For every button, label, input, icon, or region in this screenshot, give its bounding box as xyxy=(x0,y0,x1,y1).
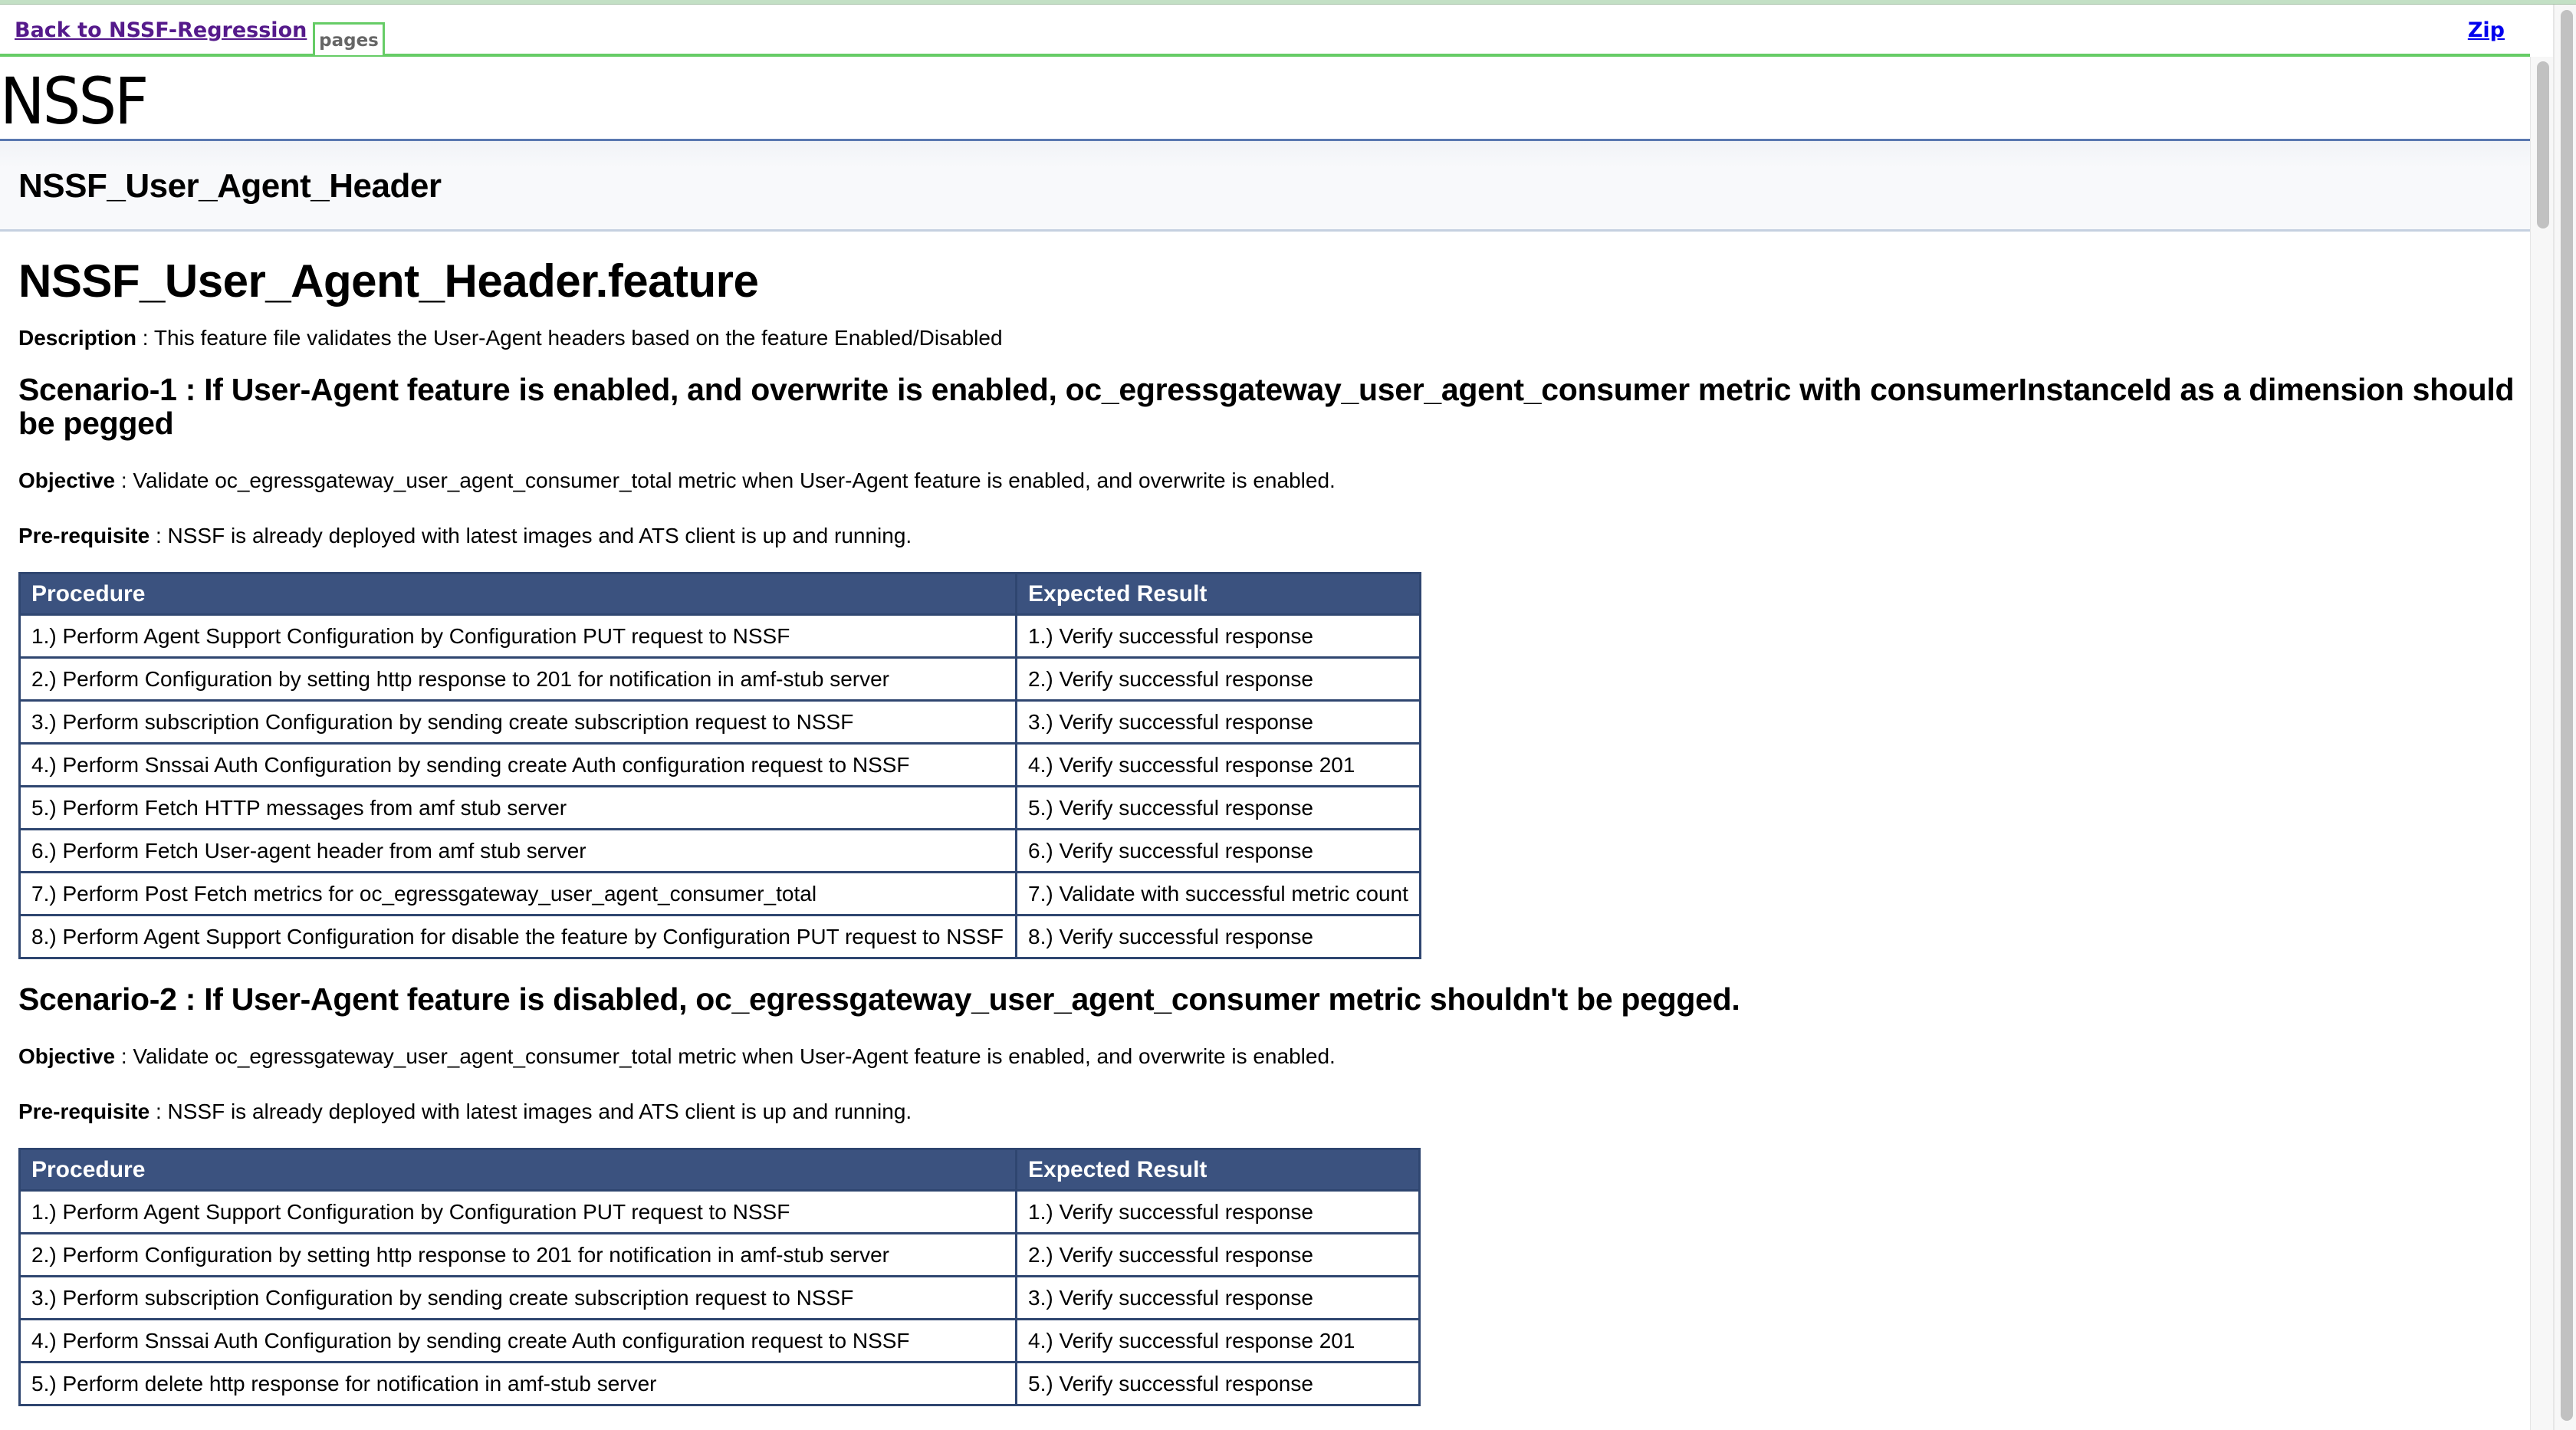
prerequisite-text: : NSSF is already deployed with latest images and ATS client is up and running. xyxy=(150,524,912,547)
expected-cell: 1.) Verify successful response xyxy=(1017,615,1421,658)
expected-result-column-header: Expected Result xyxy=(1017,574,1421,615)
scenario-2-objective xyxy=(18,1044,2518,1070)
procedure-cell: 3.) Perform subscription Configuration by sending create subscription request to NSSF xyxy=(20,701,1017,744)
page-scrollbar-thumb[interactable] xyxy=(2561,10,2573,1421)
prerequisite-text: : NSSF is already deployed with latest images and ATS client is up and running. xyxy=(150,1100,912,1123)
scenario-2-prerequisite xyxy=(18,1099,2518,1125)
procedure-cell: 8.) Perform Agent Support Configuration for disable the feature by Configuration PUT request to NSSF xyxy=(20,916,1017,958)
table-row xyxy=(20,1234,1420,1277)
prerequisite-label: Pre-requisite xyxy=(18,1100,150,1123)
zip-download-link[interactable]: Zip xyxy=(2467,18,2505,42)
table-row xyxy=(20,701,1421,744)
content-scrollbar-thumb[interactable] xyxy=(2537,61,2549,228)
objective-label: Objective xyxy=(18,1044,116,1068)
description-text: : This feature file validates the User-Agent headers based on the feature Enabled/Disabled xyxy=(136,326,1003,350)
scenario-1-procedure-table xyxy=(18,572,1421,959)
procedure-cell: 2.) Perform Configuration by setting http response to 201 for notification in amf-stub server xyxy=(20,658,1017,701)
procedure-column-header: Procedure xyxy=(20,1149,1017,1191)
procedure-cell: 1.) Perform Agent Support Configuration by Configuration PUT request to NSSF xyxy=(20,1191,1017,1234)
table-row xyxy=(20,873,1421,916)
procedure-cell: 3.) Perform subscription Configuration by sending create subscription request to NSSF xyxy=(20,1277,1017,1320)
procedure-cell: 1.) Perform Agent Support Configuration by Configuration PUT request to NSSF xyxy=(20,615,1017,658)
section-title: NSSF_User_Agent_Header xyxy=(18,167,442,205)
table-header-row xyxy=(20,1149,1420,1191)
objective-label: Objective xyxy=(18,468,116,492)
expected-cell: 7.) Validate with successful metric count xyxy=(1017,873,1421,916)
scenario-1-prerequisite xyxy=(18,523,2518,549)
expected-cell: 1.) Verify successful response xyxy=(1017,1191,1420,1234)
description-label: Description xyxy=(18,326,137,350)
expected-cell: 3.) Verify successful response xyxy=(1017,701,1421,744)
expected-cell: 2.) Verify successful response xyxy=(1017,1234,1420,1277)
content-scrollbar[interactable] xyxy=(2530,57,2553,1430)
expected-cell: 3.) Verify successful response xyxy=(1017,1277,1420,1320)
scenario-1-objective xyxy=(18,468,2518,494)
table-row xyxy=(20,830,1421,873)
feature-title: NSSF_User_Agent_Header.feature xyxy=(18,255,759,307)
table-row xyxy=(20,658,1421,701)
app-title: NSSF xyxy=(0,64,147,139)
table-row xyxy=(20,1191,1420,1234)
table-row xyxy=(20,1277,1420,1320)
procedure-column-header: Procedure xyxy=(20,574,1017,615)
feature-description xyxy=(18,325,2518,351)
pages-tab[interactable]: pages xyxy=(313,22,385,55)
expected-cell: 8.) Verify successful response xyxy=(1017,916,1421,958)
table-row xyxy=(20,787,1421,830)
procedure-cell: 5.) Perform delete http response for notification in amf-stub server xyxy=(20,1363,1017,1405)
expected-cell: 2.) Verify successful response xyxy=(1017,658,1421,701)
scenario-2-procedure-table xyxy=(18,1148,1421,1406)
prerequisite-label: Pre-requisite xyxy=(18,524,150,547)
objective-text: : Validate oc_egressgateway_user_agent_consumer_total metric when User-Agent feature is enabled, and overwrite is enabled. xyxy=(115,468,1336,492)
scenario-1-title: Scenario-1 : If User-Agent feature is enabled, and overwrite is enabled, oc_egressgateway_user_agent_consumer metric with consumerInstanceId as a dimension should be pegged xyxy=(18,372,2515,441)
section-header xyxy=(0,141,2530,232)
content-frame xyxy=(0,57,2530,1430)
feature-content xyxy=(18,232,2518,1406)
expected-result-column-header: Expected Result xyxy=(1017,1149,1420,1191)
table-row xyxy=(20,1363,1420,1405)
procedure-cell: 4.) Perform Snssai Auth Configuration by sending create Auth configuration request to NSSF xyxy=(20,744,1017,787)
top-nav-bar xyxy=(0,5,2530,57)
expected-cell: 5.) Verify successful response xyxy=(1017,787,1421,830)
scenario-2-title: Scenario-2 : If User-Agent feature is disabled, oc_egressgateway_user_agent_consumer metric shouldn't be pegged. xyxy=(18,981,1740,1017)
expected-cell: 5.) Verify successful response xyxy=(1017,1363,1420,1405)
page-scrollbar[interactable] xyxy=(2553,5,2576,1430)
expected-cell: 4.) Verify successful response 201 xyxy=(1017,744,1421,787)
expected-cell: 6.) Verify successful response xyxy=(1017,830,1421,873)
table-row xyxy=(20,615,1421,658)
expected-cell: 4.) Verify successful response 201 xyxy=(1017,1320,1420,1363)
table-header-row xyxy=(20,574,1421,615)
procedure-cell: 7.) Perform Post Fetch metrics for oc_egressgateway_user_agent_consumer_total xyxy=(20,873,1017,916)
objective-text: : Validate oc_egressgateway_user_agent_consumer_total metric when User-Agent feature is enabled, and overwrite is enabled. xyxy=(115,1044,1336,1068)
table-row xyxy=(20,1320,1420,1363)
table-row xyxy=(20,744,1421,787)
back-to-regression-link[interactable]: Back to NSSF-Regression xyxy=(15,18,307,42)
procedure-cell: 5.) Perform Fetch HTTP messages from amf stub server xyxy=(20,787,1017,830)
table-row xyxy=(20,916,1421,958)
procedure-cell: 4.) Perform Snssai Auth Configuration by sending create Auth configuration request to NSSF xyxy=(20,1320,1017,1363)
procedure-cell: 2.) Perform Configuration by setting http response to 201 for notification in amf-stub server xyxy=(20,1234,1017,1277)
procedure-cell: 6.) Perform Fetch User-agent header from amf stub server xyxy=(20,830,1017,873)
